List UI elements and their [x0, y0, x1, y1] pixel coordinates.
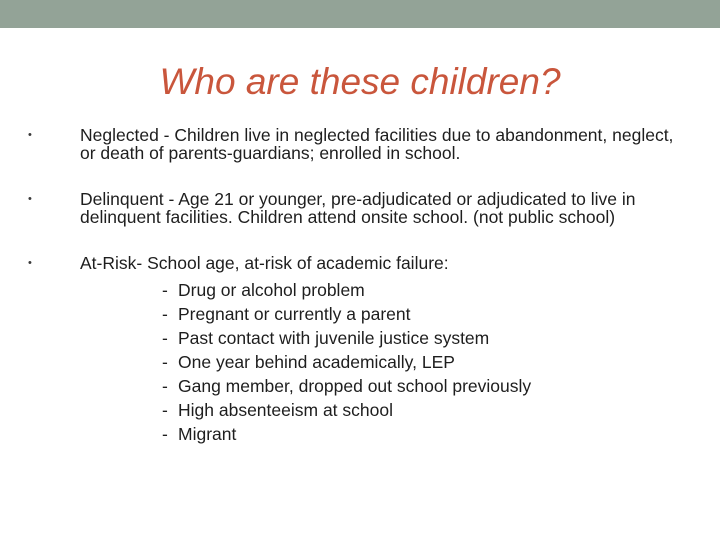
sublist-item-text: Drug or alcohol problem [178, 280, 365, 300]
sublist-item [162, 374, 686, 398]
dash-marker: - [162, 304, 168, 324]
sublist-item-text: High absenteeism at school [178, 400, 393, 420]
bullet-item-neglected [0, 126, 720, 162]
bullet-list [0, 126, 720, 474]
at-risk-sublist [80, 278, 686, 446]
sublist-item [162, 422, 686, 446]
sublist-item-text: Past contact with juvenile justice system [178, 328, 490, 348]
slide-title: Who are these children? [159, 61, 561, 102]
sublist-item-text: One year behind academically, LEP [178, 352, 455, 372]
dash-marker: - [162, 376, 168, 396]
dash-marker: - [162, 280, 168, 300]
bullet-item-delinquent [0, 190, 720, 226]
dash-marker: - [162, 352, 168, 372]
bullet-item-at-risk [0, 254, 720, 446]
bullet-text: At-Risk- School age, at-risk of academic failure: [80, 253, 449, 273]
dash-marker: - [162, 400, 168, 420]
dash-marker: - [162, 328, 168, 348]
sublist-item-text: Pregnant or currently a parent [178, 304, 411, 324]
slide-header-bar [0, 0, 720, 28]
bullet-marker: • [28, 129, 32, 141]
sublist-item [162, 278, 686, 302]
bullet-marker: • [28, 193, 32, 205]
sublist-item-text: Gang member, dropped out school previously [178, 376, 532, 396]
sublist-item-text: Migrant [178, 424, 237, 444]
dash-marker: - [162, 424, 168, 444]
sublist-item [162, 302, 686, 326]
sublist-item [162, 350, 686, 374]
bullet-text: Neglected - Children live in neglected facilities due to abandonment, neglect, or death of parents-guardians; enrolled in school. [80, 125, 674, 163]
bullet-text: Delinquent - Age 21 or younger, pre-adjudicated or adjudicated to live in delinquent facilities. Children attend onsite school. (not public school) [80, 189, 636, 227]
sublist-item [162, 398, 686, 422]
bullet-marker: • [28, 257, 32, 269]
sublist-item [162, 326, 686, 350]
